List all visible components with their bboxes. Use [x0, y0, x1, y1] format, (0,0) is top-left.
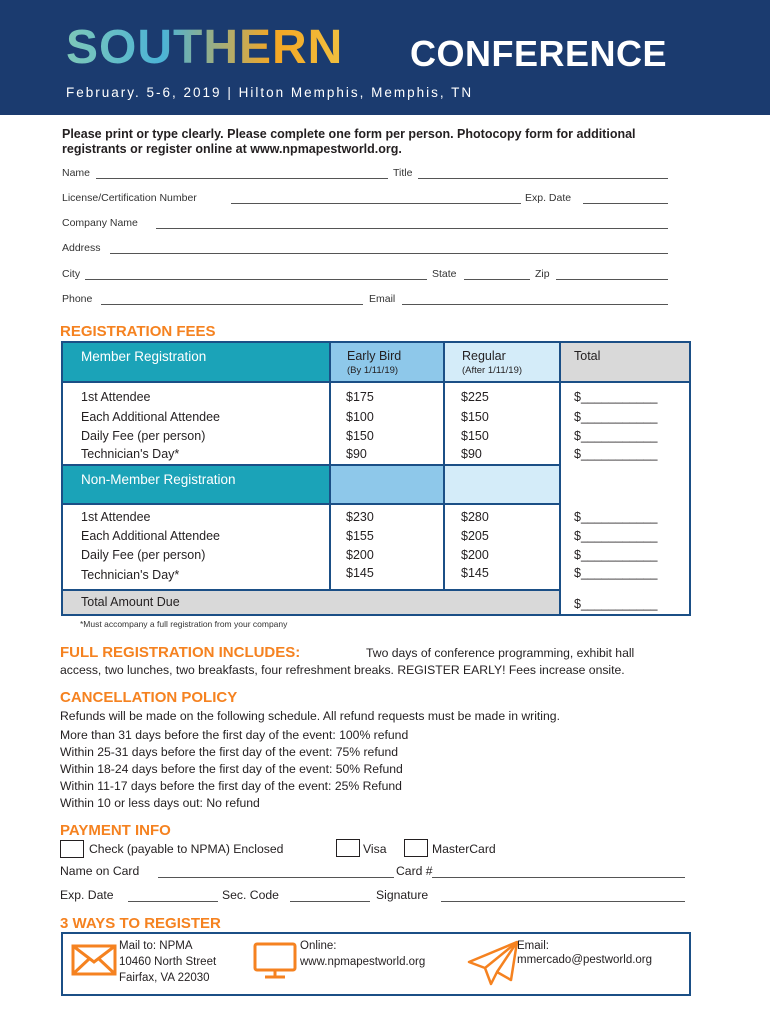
nonmember-row-regular: $205 [461, 529, 489, 543]
online-url[interactable]: www.npmapestworld.org [300, 956, 426, 968]
mastercard-label: MasterCard [432, 842, 496, 856]
member-row-early: $175 [346, 390, 374, 404]
ways-heading: 3 WAYS TO REGISTER [60, 915, 221, 932]
name-label: Name [62, 167, 91, 179]
nonmember-row-total[interactable]: $___________ [574, 529, 658, 543]
payment-heading: PAYMENT INFO [60, 822, 171, 839]
card-exp-field[interactable] [128, 901, 218, 902]
member-row-regular: $150 [461, 429, 489, 443]
email-label: Email [369, 293, 396, 305]
mail-line: 10460 North Street [119, 956, 217, 968]
member-row-early: $90 [346, 447, 367, 461]
intro-text: Please print or type clearly. Please complete one form per person. Photocopy form for additional registrants or register online at www.npmapestworld.org. [62, 127, 636, 156]
city-field[interactable] [85, 279, 427, 280]
technician-footnote: *Must accompany a full registration from your company [80, 619, 288, 629]
header-banner [0, 0, 770, 115]
total-header: Total [574, 349, 601, 363]
includes-heading: FULL REGISTRATION INCLUDES: [60, 644, 301, 661]
title-southern: SOUTHERN [66, 21, 344, 74]
check-checkbox[interactable] [60, 840, 84, 858]
name-on-card-field[interactable] [158, 877, 394, 878]
zip-field[interactable] [556, 279, 668, 280]
divider [559, 343, 561, 614]
nonmember-row-early: $200 [346, 548, 374, 562]
member-row-regular: $150 [461, 410, 489, 424]
refund-line: Within 18-24 days before the first day of the event: 50% Refund [60, 762, 403, 776]
nonmember-row-label: 1st Attendee [81, 510, 151, 524]
name-field[interactable] [96, 178, 388, 179]
regular-header: Regular [462, 349, 506, 363]
nonmember-early-cell [331, 466, 443, 503]
divider [63, 381, 689, 383]
nonmember-row-regular: $145 [461, 566, 489, 580]
company-label: Company Name [62, 217, 138, 229]
email-field[interactable] [402, 304, 668, 305]
cancellation-intro: Refunds will be made on the following schedule. All refund requests must be made in writing. [60, 709, 560, 723]
registration-fees-heading: REGISTRATION FEES [60, 323, 216, 340]
phone-label: Phone [62, 293, 93, 305]
nonmember-row-total[interactable]: $___________ [574, 510, 658, 524]
mail-line: Fairfax, VA 22030 [119, 972, 210, 984]
title-field[interactable] [418, 178, 668, 179]
nonmember-row-regular: $200 [461, 548, 489, 562]
signature-field[interactable] [441, 901, 685, 902]
address-field[interactable] [110, 253, 668, 254]
nonmember-row-early: $155 [346, 529, 374, 543]
member-row-early: $100 [346, 410, 374, 424]
total-amount-due-value[interactable]: $___________ [574, 597, 658, 611]
nonmember-row-early: $145 [346, 566, 374, 580]
nonmember-row-label: Daily Fee (per person) [81, 548, 206, 562]
exp-date-field[interactable] [583, 203, 668, 204]
license-label: License/Certification Number [62, 192, 197, 204]
zip-label: Zip [535, 268, 550, 280]
nonmember-row-regular: $280 [461, 510, 489, 524]
member-row-regular: $225 [461, 390, 489, 404]
member-registration-header: Member Registration [81, 349, 207, 364]
nonmember-row-label: Technician's Day* [81, 568, 180, 582]
license-field[interactable] [231, 203, 521, 204]
event-date-location: February. 5-6, 2019 | Hilton Memphis, Memphis, TN [66, 85, 474, 100]
email-register-label: Email: [517, 940, 549, 952]
nonmember-row-total[interactable]: $___________ [574, 548, 658, 562]
ways-to-register-box [61, 932, 691, 996]
mail-line: Mail to: NPMA [119, 940, 193, 952]
check-label: Check (payable to NPMA) Enclosed [89, 842, 284, 856]
member-row-label: Each Additional Attendee [81, 410, 221, 424]
card-number-field[interactable] [432, 877, 685, 878]
address-label: Address [62, 242, 101, 254]
refund-line: More than 31 days before the first day of the event: 100% refund [60, 728, 409, 742]
member-row-total[interactable]: $___________ [574, 390, 658, 404]
nonmember-row-early: $230 [346, 510, 374, 524]
name-on-card-label: Name on Card [60, 864, 140, 878]
visa-checkbox[interactable] [336, 839, 360, 857]
state-field[interactable] [464, 279, 530, 280]
mastercard-checkbox[interactable] [404, 839, 428, 857]
nonmember-row-total[interactable]: $___________ [574, 566, 658, 580]
visa-label: Visa [363, 842, 387, 856]
early-bird-header: Early Bird [347, 349, 402, 363]
total-amount-due-label: Total Amount Due [81, 595, 180, 609]
member-row-regular: $90 [461, 447, 482, 461]
city-label: City [62, 268, 81, 280]
card-exp-label: Exp. Date [60, 888, 114, 902]
includes-text-line2: access, two lunches, two breakfasts, four refreshment breaks. REGISTER EARLY! Fees increase onsite. [60, 663, 625, 677]
nonmember-row-label: Each Additional Attendee [81, 529, 221, 543]
member-row-label: Daily Fee (per person) [81, 429, 206, 443]
email-register-address[interactable]: mmercado@pestworld.org [517, 954, 653, 966]
divider [63, 503, 561, 505]
registration-fees-table [61, 341, 691, 616]
computer-monitor-icon [253, 942, 297, 980]
envelope-icon [71, 944, 117, 976]
nonmember-regular-cell [445, 466, 559, 503]
online-label: Online: [300, 940, 337, 952]
paper-plane-icon [467, 940, 519, 986]
regular-date: (After 1/11/19) [462, 365, 523, 376]
state-label: State [432, 268, 457, 280]
sec-code-label: Sec. Code [222, 888, 279, 902]
member-row-label: 1st Attendee [81, 390, 151, 404]
includes-text-line1: Two days of conference programming, exhibit hall [366, 646, 635, 660]
refund-line: Within 25-31 days before the first day of the event: 75% refund [60, 745, 399, 759]
sec-code-field[interactable] [290, 901, 370, 902]
phone-field[interactable] [101, 304, 363, 305]
refund-line: Within 10 or less days out: No refund [60, 796, 260, 810]
company-field[interactable] [156, 228, 668, 229]
title-conference: CONFERENCE [410, 33, 668, 74]
refund-line: Within 11-17 days before the first day of the event: 25% Refund [60, 779, 402, 793]
exp-date-label: Exp. Date [525, 192, 572, 204]
member-row-total[interactable]: $___________ [574, 410, 658, 424]
signature-label: Signature [376, 888, 429, 902]
early-bird-date: (By 1/11/19) [347, 365, 399, 376]
nonmember-registration-header: Non-Member Registration [81, 472, 236, 487]
member-row-early: $150 [346, 429, 374, 443]
title-label: Title [393, 167, 413, 179]
cancellation-heading: CANCELLATION POLICY [60, 689, 238, 706]
card-number-label: Card # [396, 864, 433, 878]
member-row-total[interactable]: $___________ [574, 429, 658, 443]
member-row-label: Technician's Day* [81, 447, 180, 461]
member-row-total[interactable]: $___________ [574, 447, 658, 461]
